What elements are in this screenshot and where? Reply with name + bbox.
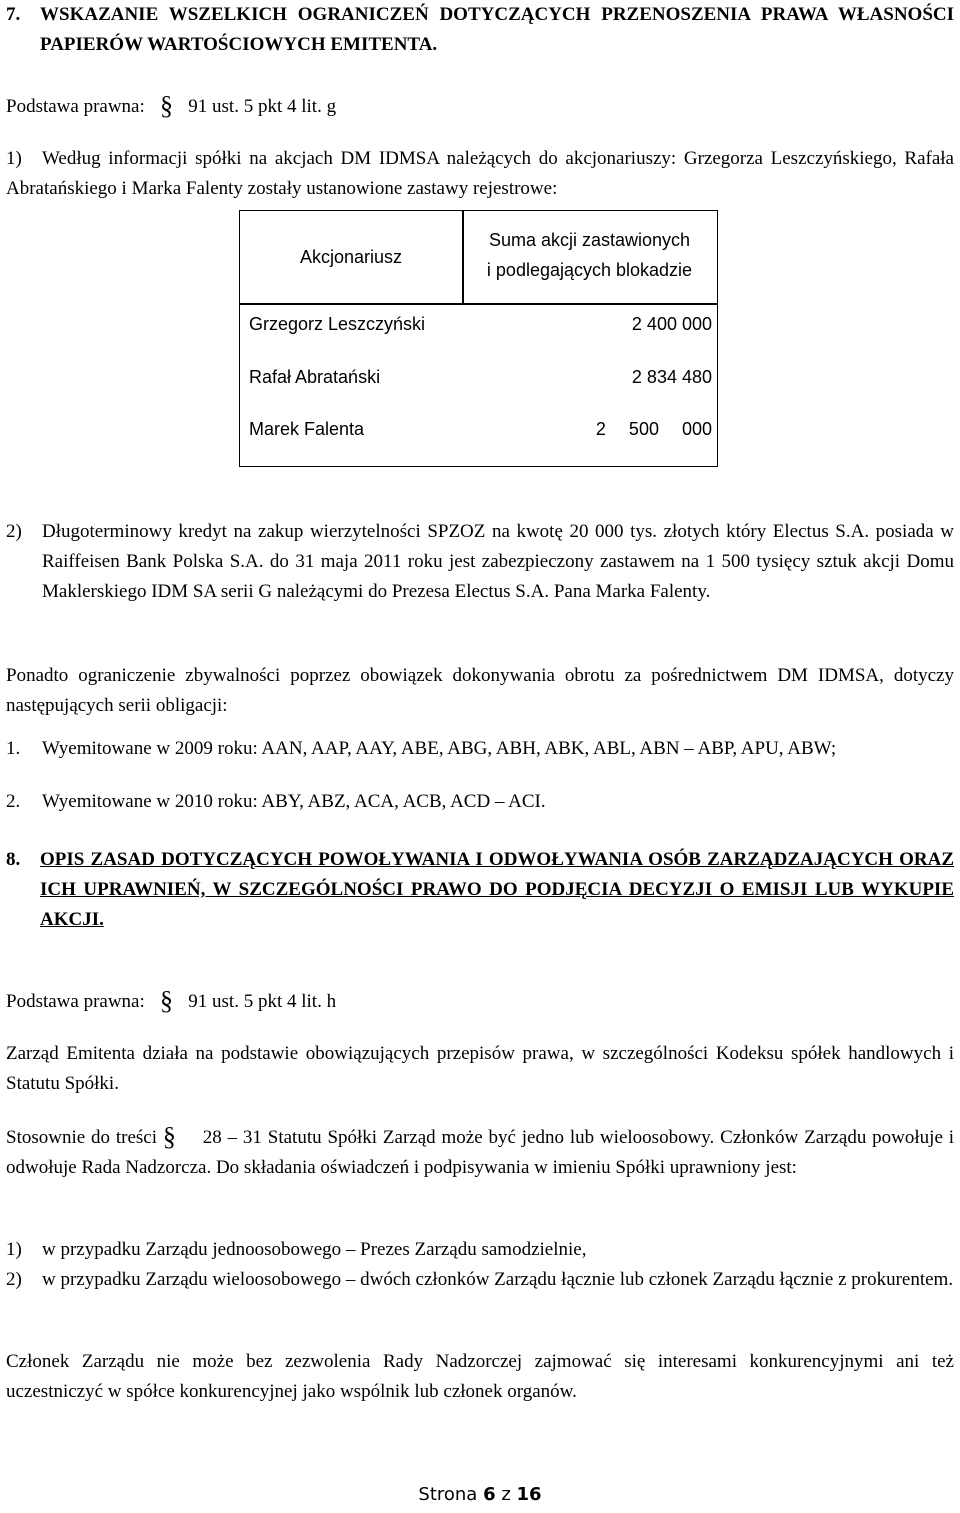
paragraph-sign: § <box>162 1122 176 1151</box>
pledge-item-1-text: Według informacji spółki na akcjach DM IDMSA należących do akcjonariuszy: Grzegorza Leszczyńskiego, Rafała Abratańskiego i Marka Falenty zostały ustanowione zastawy rejestrowe: <box>6 148 954 199</box>
board-paragraph-2 <box>6 1122 954 1183</box>
representation-item-2-text: w przypadku Zarządu wieloosobowego – dwóch członków Zarządu łącznie lub członek Zarządu łącznie z prokurentem. <box>42 1269 954 1290</box>
pledge-table <box>239 210 718 467</box>
table-row-2-name: Rafał Abratański <box>249 367 381 387</box>
series-item-1-text: Wyemitowane w 2009 roku: AAN, AAP, AAY, ABE, ABG, ABH, ABK, ABL, ABN – ABP, APU, ABW; <box>42 738 837 759</box>
series-item-2 <box>6 787 954 817</box>
loan-item-2 <box>6 517 954 607</box>
representation-item-2 <box>6 1265 954 1295</box>
series-item-1-number: 1. <box>6 738 21 759</box>
restriction-paragraph: Ponadto ograniczenie zbywalności poprzez obowiązek dokonywania obrotu za pośrednictwem DM IDMSA, dotyczy następujących serii obligacji: <box>6 665 954 716</box>
footer-separator: z <box>501 1484 511 1505</box>
table-row-3-value: 2 500 000 <box>595 419 712 439</box>
section-8-title: OPIS ZASAD DOTYCZĄCYCH POWOŁYWANIA I ODWOŁYWANIA OSÓB ZARZĄDZAJĄCYCH ORAZ ICH UPRAWNIEŃ, W SZCZEGÓLNOŚCI PRAWO DO PODJĘCIA DECYZJI O EMISJI LUB WYKUPIE AKCJI. <box>40 849 954 930</box>
table-header-sum-line2: i podlegających blokadzie <box>486 260 693 280</box>
paragraph-sign: § <box>160 986 174 1015</box>
representation-item-1-text: w przypadku Zarządu jednoosobowego – Prezes Zarządu samodzielnie, <box>42 1239 587 1260</box>
legal-basis-ref: 91 ust. 5 pkt 4 lit. h <box>188 991 337 1012</box>
pledge-item-1-number: 1) <box>6 148 22 169</box>
loan-item-2-number: 2) <box>6 521 22 542</box>
board-paragraph-3: Członek Zarządu nie może bez zezwolenia Rady Nadzorczej zajmować się interesami konkurencyjnymi ani też uczestniczyć w spółce konkurencyjnej jako wspólnik lub członek organów. <box>6 1351 954 1402</box>
legal-basis-label: Podstawa prawna: <box>6 991 145 1012</box>
board-paragraph-1: Zarząd Emitenta działa na podstawie obowiązujących przepisów prawa, w szczególności Kodeksu spółek handlowych i Statutu Spółki. <box>6 1043 954 1094</box>
series-item-1 <box>6 734 954 764</box>
table-row-1-value: 2 400 000 <box>631 314 712 334</box>
table-header-shareholder: Akcjonariusz <box>299 247 403 267</box>
page-footer <box>0 1480 960 1510</box>
series-item-2-number: 2. <box>6 791 21 812</box>
table-row-1-name: Grzegorz Leszczyński <box>249 314 426 334</box>
representation-item-2-number: 2) <box>6 1269 22 1290</box>
section-7-heading <box>6 0 954 60</box>
table-divider-horizontal <box>240 303 717 305</box>
legal-basis-h <box>6 986 336 1017</box>
footer-prefix: Strona <box>418 1484 478 1505</box>
pledge-item-1 <box>6 144 954 204</box>
legal-basis-g <box>6 91 336 122</box>
representation-item-1 <box>6 1235 954 1265</box>
legal-basis-ref: 91 ust. 5 pkt 4 lit. g <box>188 96 337 117</box>
section-8-number: 8. <box>6 849 21 870</box>
board-paragraph-2-start: Stosownie do treści <box>6 1127 158 1148</box>
section-7-number: 7. <box>6 4 21 25</box>
section-8-heading <box>6 845 954 935</box>
table-row-3-name: Marek Falenta <box>249 419 365 439</box>
section-7-title: WSKAZANIE WSZELKICH OGRANICZEŃ DOTYCZĄCYCH PRZENOSZENIA PRAWA WŁASNOŚCI PAPIERÓW WARTOŚCIOWYCH EMITENTA. <box>40 4 954 55</box>
footer-total-pages: 16 <box>516 1484 542 1505</box>
table-header-sum-line1: Suma akcji zastawionych <box>488 230 691 250</box>
footer-page-number: 6 <box>483 1484 496 1505</box>
table-row-2-value: 2 834 480 <box>631 367 712 387</box>
board-paragraph-2-rest: 28 – 31 Statutu Spółki Zarząd może być jedno lub wieloosobowy. Członków Zarządu powołuje i odwołuje Rada Nadzorcza. Do składania oświadczeń i podpisywania w imieniu Spółki uprawniony jest: <box>6 1127 955 1178</box>
paragraph-sign: § <box>160 91 174 120</box>
series-item-2-text: Wyemitowane w 2010 roku: ABY, ABZ, ACA, ACB, ACD – ACI. <box>42 791 546 812</box>
loan-item-2-text: Długoterminowy kredyt na zakup wierzytelności SPZOZ na kwotę 20 000 tys. złotych który Electus S.A. posiada w Raiffeisen Bank Polska S.A. do 31 maja 2011 roku jest zabezpieczony zastawem na 1 500 tysięcy sztuk akcji Domu Maklerskiego IDM SA serii G należącymi do Prezesa Electus S.A. Pana Marka Falenty. <box>42 521 954 602</box>
legal-basis-label: Podstawa prawna: <box>6 96 145 117</box>
representation-item-1-number: 1) <box>6 1239 22 1260</box>
